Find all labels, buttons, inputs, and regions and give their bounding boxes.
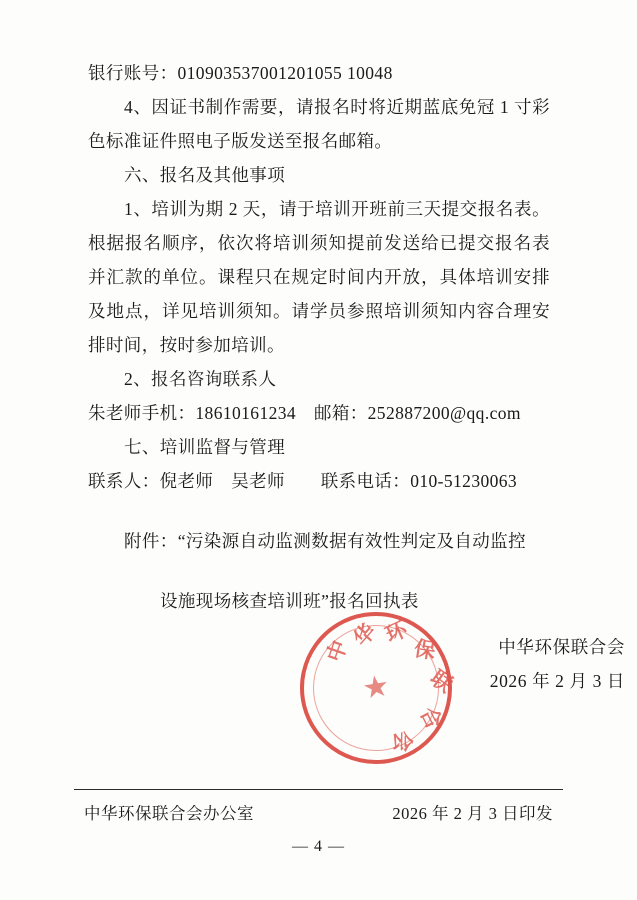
- paragraph-item-4: 4、因证书制作需要，请报名时将近期蓝底免冠 1 寸彩色标准证件照电子版发送至报名邮箱。: [88, 97, 550, 151]
- footer-divider: [74, 789, 563, 790]
- paragraph-item-1: 1、培训为期 2 天，请于培训开班前三天提交报名表。根据报名顺序，依次将培训须知提前发送给已提交报名表并汇款的单位。课程只在规定时间内开放，具体培训安排及地点，详见培训须知。请学员参照培训须知内容合理安排时间，按时参加培训。: [88, 199, 550, 355]
- page-number: — 4 —: [292, 838, 345, 855]
- seal-char: 保: [412, 636, 438, 664]
- attachment-line-2: 设施现场核查培训班”报名回执表: [160, 591, 419, 611]
- seal-char: 合: [415, 703, 447, 733]
- seal-char: 联: [426, 665, 458, 698]
- paragraph-item-2: 2、报名咨询联系人: [124, 369, 277, 389]
- attachment-line-1: 附件：“污染源自动监测数据有效性判定及自动监控: [124, 531, 526, 551]
- signature-organization: 中华环保联合会: [498, 637, 625, 657]
- seal-char: 华: [348, 619, 381, 651]
- seal-star-icon: ★: [360, 669, 392, 706]
- seal-char: 会: [390, 730, 415, 753]
- footer-issuing-office: 中华环保联合会办公室: [84, 804, 254, 823]
- signature-block: [325, 630, 625, 698]
- seal-char: 环: [381, 616, 411, 648]
- paragraph-bank-account: 银行账号：010903537001201055 10048: [88, 63, 393, 83]
- paragraph-contact-zhu: 朱老师手机：18610161234 邮箱：252887200@qq.com: [88, 403, 521, 423]
- paragraph-section-six: 六、报名及其他事项: [124, 165, 286, 185]
- seal-char: 中: [322, 637, 352, 665]
- document-body: [88, 56, 550, 618]
- footer-issue-date: 2026 年 2 月 3 日印发: [392, 804, 553, 823]
- signature-date: 2026 年 2 月 3 日: [489, 671, 625, 691]
- paragraph-contact-supervisors: 联系人：倪老师 吴老师 联系电话：010-51230063: [88, 471, 518, 491]
- footer: [84, 800, 553, 824]
- paragraph-section-seven: 七、培训监督与管理: [124, 437, 286, 457]
